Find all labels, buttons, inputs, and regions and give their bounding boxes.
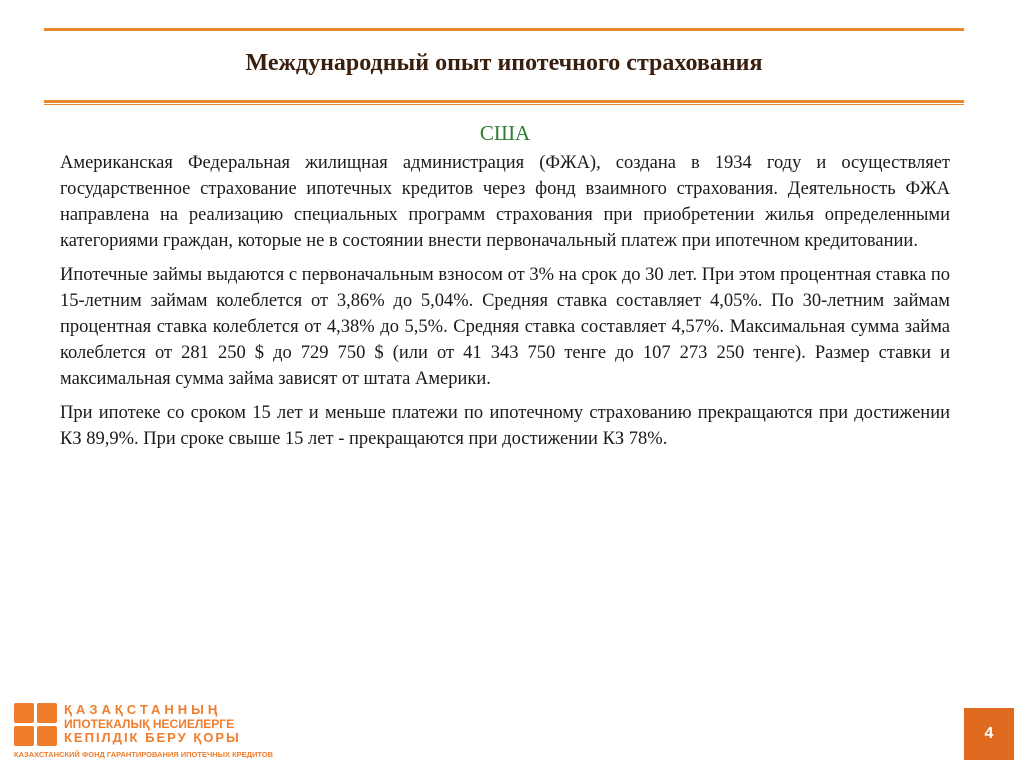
logo-wordmark (64, 703, 241, 745)
paragraph-2: Ипотечные займы выдаются с первоначальным взносом от 3% на срок до 30 лет. При этом процентная ставка по 15-летним займам колеблется от 3,86% до 5,04%. Средняя ставка составляет 4,05%. По 30-летним займам процентная ставка колеблется от 4,38% до 5,5%. Средняя ставка составляет 4,57%. Максимальная сумма займа колеблется от 281 250 $ до 729 750 $ (или от 41 343 750 тенге до 107 273 250 тенге). Размер ставки и максимальная сумма займа зависят от штата Америки. (60, 265, 950, 389)
title-divider (44, 100, 964, 103)
logo-line-1: ҚАЗАҚСТАННЫҢ (64, 702, 222, 717)
page-number-badge: 4 (964, 708, 1014, 760)
logo-mark-icon (14, 703, 57, 746)
title-divider-thin (44, 104, 964, 105)
logo-line-2: ИПОТЕКАЛЫҚ НЕСИЕЛЕРГЕ (64, 717, 235, 731)
logo-line-3: КЕПІЛДІК БЕРУ ҚОРЫ (64, 730, 241, 745)
logo-subline: КАЗАХСТАНСКИЙ ФОНД ГАРАНТИРОВАНИЯ ИПОТЕЧНЫХ КРЕДИТОВ (14, 750, 274, 759)
top-divider (44, 28, 964, 31)
paragraph-3: При ипотеке со сроком 15 лет и меньше платежи по ипотечному страхованию прекращаются при достижении КЗ 89,9%. При сроке свыше 15 лет - прекращаются при достижении КЗ 78%. (60, 403, 950, 449)
fund-logo (14, 702, 274, 763)
paragraph-1: Американская Федеральная жилищная администрация (ФЖА), создана в 1934 году и осуществляет государственное страхование ипотечных кредитов через фонд взаимного страхования. Деятельность ФЖА направлена на реализацию специальных программ страхования при приобретении жилья определенными категориями граждан, которые не в состоянии внести первоначальный платеж при ипотечном кредитовании. (60, 153, 950, 251)
slide-title: Международный опыт ипотечного страхования (245, 50, 763, 76)
section-heading: США (479, 121, 531, 145)
slide-body (60, 150, 950, 460)
